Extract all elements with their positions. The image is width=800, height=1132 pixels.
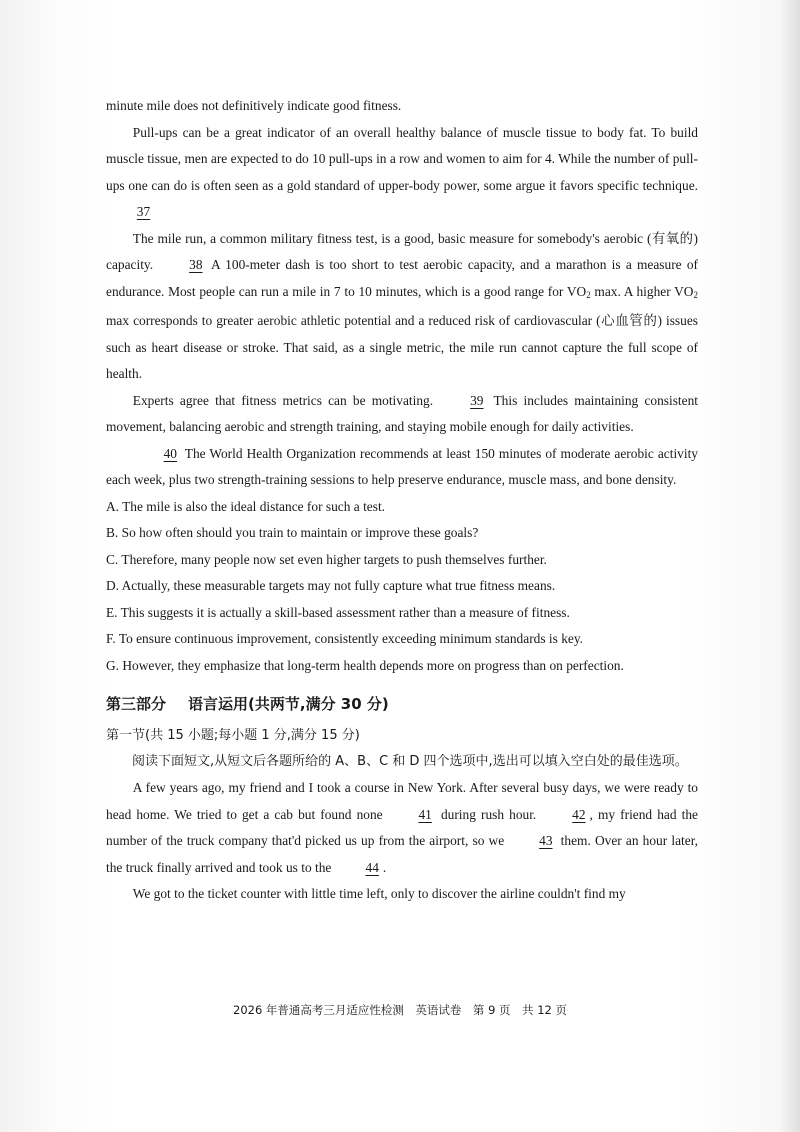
paragraph-who [106, 441, 698, 494]
cloze-text-a: A few years ago, my friend and I took a course in New York. After several busy days, we were ready to head home. We tried to get a cab but found none [106, 780, 698, 822]
option-f: F. To ensure continuous improvement, consistently exceeding minimum standards is key. [106, 631, 583, 646]
cloze-paragraph-2: We got to the ticket counter with little time left, only to discover the airline couldn't find my [132, 886, 626, 901]
blank-40: 40 [163, 445, 177, 461]
option-d: D. Actually, these measurable targets may not fully capture what true fitness means. [106, 578, 556, 593]
blank-44: 44 [365, 859, 379, 875]
cloze-text-c: , my friend had the number of the truck company that'd picked us up from the airport, so we [106, 806, 698, 848]
option-e: E. This suggests it is actually a skill-based assessment rather than a measure of fitness. [106, 604, 570, 620]
page-content [106, 93, 698, 908]
blank-38: 38 [189, 257, 203, 272]
blank-42: 42 [572, 806, 586, 822]
cloze-text-e: . [382, 859, 387, 875]
paragraph-mile-run [106, 226, 698, 388]
blank-41: 41 [418, 806, 432, 822]
option-g: G. However, they emphasize that long-term health depends more on progress than on perfection. [106, 657, 624, 673]
section-3-part: 第三部分 [106, 695, 167, 713]
mile-text-after-3: max corresponds to greater aerobic athletic potential and a reduced risk of cardiovascular (心血管的) issues such as heart disease or stroke. That said, as a single metric, the mile run cannot capture the full scope of health. [106, 313, 698, 381]
mile-text-before: The mile run, a common military fitness test, is a good, basic measure for somebody's aerobic (有氧的) capacity. [106, 230, 698, 272]
pullups-text: Pull-ups can be a great indicator of an overall healthy balance of muscle tissue to body fat. To build muscle tissue, men are expected to do 10 pull-ups in a row and women to aim for 4. While the number of pull-ups one can do is often seen as a gold standard of upper-body power, some argue it favors specific technique. [106, 124, 698, 193]
cloze-text-d: them. Over an hour later, the truck finally arrived and took us to the [106, 833, 698, 875]
vo2-subscript-2: 2 [693, 289, 698, 300]
page-footer: 2026 年普通高考三月适应性检测 英语试卷 第 9 页 共 12 页 [233, 1003, 567, 1017]
section-3-1-instruction: 阅读下面短文,从短文后各题所给的 A、B、C 和 D 四个选项中,选出可以填入空白处的最佳选项。 [132, 754, 688, 769]
paragraph-pullups [106, 120, 698, 226]
vo2-subscript-1: 2 [586, 289, 591, 300]
option-a: A. The mile is also the ideal distance for such a test. [106, 498, 386, 514]
page-edge-shadow [778, 0, 800, 1132]
mile-text-after-2: max. A higher VO [590, 283, 694, 299]
cloze-paragraph-1 [106, 775, 698, 881]
who-text: The World Health Organization recommends at least 150 minutes of moderate aerobic activity each week, plus two strength-training sessions to help preserve endurance, muscle mass, and bone density. [106, 445, 699, 487]
mile-text-after-1: A 100-meter dash is too short to test aerobic capacity, and a marathon is a measure of endurance. Most people can run a mile in 7 to 10 minutes, which is a good range for VO [106, 257, 698, 299]
section-3-heading [106, 691, 698, 717]
paragraph-experts [106, 388, 698, 441]
option-b: B. So how often should you train to maintain or improve these goals? [106, 525, 479, 540]
section-3-title: 语言运用(共两节,满分 30 分) [188, 695, 389, 713]
blank-37: 37 [136, 204, 151, 219]
cloze-text-b: during rush hour. [440, 806, 537, 822]
blank-43: 43 [539, 833, 553, 848]
experts-text-before: Experts agree that fitness metrics can be motivating. [132, 392, 434, 408]
experts-text-after: This includes maintaining consistent movement, balancing aerobic and strength training, and staying mobile enough for daily activities. [106, 392, 699, 434]
option-c: C. Therefore, many people now set even higher targets to push themselves further. [106, 551, 547, 567]
section-3-1-heading: 第一节(共 15 小题;每小题 1 分,满分 15 分) [106, 728, 360, 743]
blank-39: 39 [470, 392, 484, 408]
passage-tail: minute mile does not definitively indicate good fitness. [106, 98, 402, 113]
